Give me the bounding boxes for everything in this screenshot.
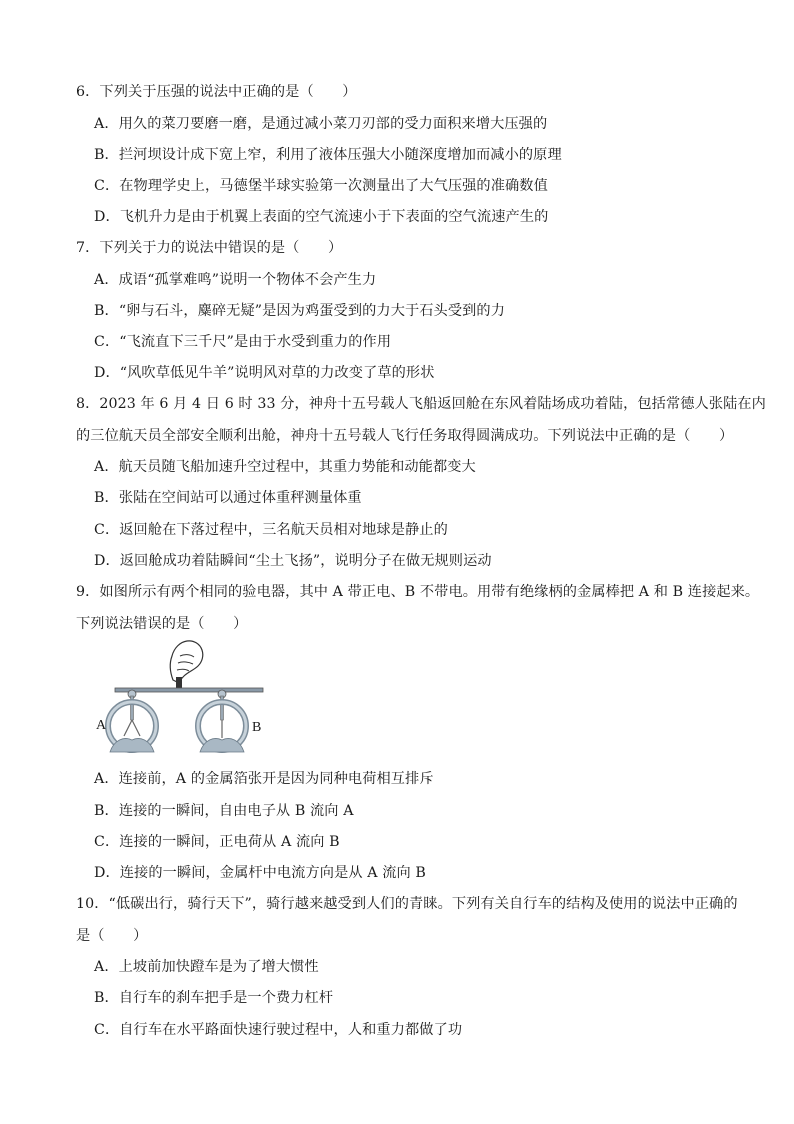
question-10-stem-line-1: 10．“低碳出行，骑行天下”，骑行越来越受到人们的青睐。下列有关自行车的结构及使用的说法中正确的	[76, 896, 738, 912]
question-8-option-a: A．航天员随飞船加速升空过程中，其重力势能和动能都变大	[94, 459, 476, 475]
label-b: B	[252, 720, 262, 735]
hand-icon	[170, 641, 203, 689]
question-8-option-c: C．返回舱在下落过程中，三名航天员相对地球是静止的	[94, 522, 448, 538]
question-7-option-b: B．“卵与石斗，麋碎无疑”是因为鸡蛋受到的力大于石头受到的力	[94, 303, 505, 319]
electroscope-b	[198, 690, 246, 752]
insulating-handle	[176, 677, 182, 689]
question-9-stem-line-1: 9．如图所示有两个相同的验电器，其中 A 带正电、B 不带电。用带有绝缘柄的金属棒把 A 和 B 连接起来。	[76, 584, 760, 600]
question-7-option-a: A．成语“孤掌难鸣”说明一个物体不会产生力	[94, 272, 377, 288]
question-9-stem-line-2: 下列说法错误的是（ ）	[76, 616, 248, 632]
question-6-option-a: A．用久的菜刀要磨一磨，是通过减小菜刀刃部的受力面积来增大压强的	[94, 116, 548, 132]
question-9-option-b: B．连接的一瞬间，自由电子从 B 流向 A	[94, 803, 354, 819]
question-7-option-c: C．“飞流直下三千尺”是由于水受到重力的作用	[94, 334, 392, 350]
question-6-option-b: B．拦河坝设计成下宽上窄，利用了液体压强大小随深度增加而减小的原理	[94, 147, 562, 163]
question-8-stem-line-2: 的三位航天员全部安全顺利出舱，神舟十五号载人飞行任务取得圆满成功。下列说法中正确的是（ ）	[76, 428, 734, 444]
question-6-option-c: C．在物理学史上，马德堡半球实验第一次测量出了大气压强的准确数值	[94, 178, 548, 194]
question-6-stem: 6．下列关于压强的说法中正确的是（ ）	[76, 84, 357, 100]
electroscope-figure	[90, 636, 270, 754]
question-9-option-a: A．连接前，A 的金属箔张开是因为同种电荷相互排斥	[94, 771, 434, 787]
question-9-option-d: D．连接的一瞬间，金属杆中电流方向是从 A 流向 B	[94, 865, 426, 881]
question-10-option-a: A．上坡前加快蹬车是为了增大惯性	[94, 959, 319, 975]
label-a: A	[96, 718, 107, 733]
metal-rod	[115, 688, 263, 692]
question-7-stem: 7．下列关于力的说法中错误的是（ ）	[76, 240, 343, 256]
electroscope-a	[108, 690, 156, 752]
question-9-option-c: C．连接的一瞬间，正电荷从 A 流向 B	[94, 834, 340, 850]
question-10-stem-line-2: 是（ ）	[76, 928, 148, 944]
question-10-option-c: C．自行车在水平路面快速行驶过程中，人和重力都做了功	[94, 1022, 463, 1038]
question-6-option-d: D．飞机升力是由于机翼上表面的空气流速小于下表面的空气流速产生的	[94, 209, 549, 225]
question-8-option-b: B．张陆在空间站可以通过体重秤测量体重	[94, 490, 362, 506]
question-8-stem-line-1: 8．2023 年 6 月 4 日 6 时 33 分，神舟十五号载人飞船返回舱在东风着陆场成功着陆，包括常德人张陆在内	[76, 396, 766, 412]
electroscope-illustration	[90, 636, 270, 754]
question-10-option-b: B．自行车的刹车把手是一个费力杠杆	[94, 990, 334, 1006]
question-8-option-d: D．返回舱成功着陆瞬间“尘土飞扬”，说明分子在做无规则运动	[94, 553, 492, 569]
question-7-option-d: D．“风吹草低见牛羊”说明风对草的力改变了草的形状	[94, 365, 435, 381]
